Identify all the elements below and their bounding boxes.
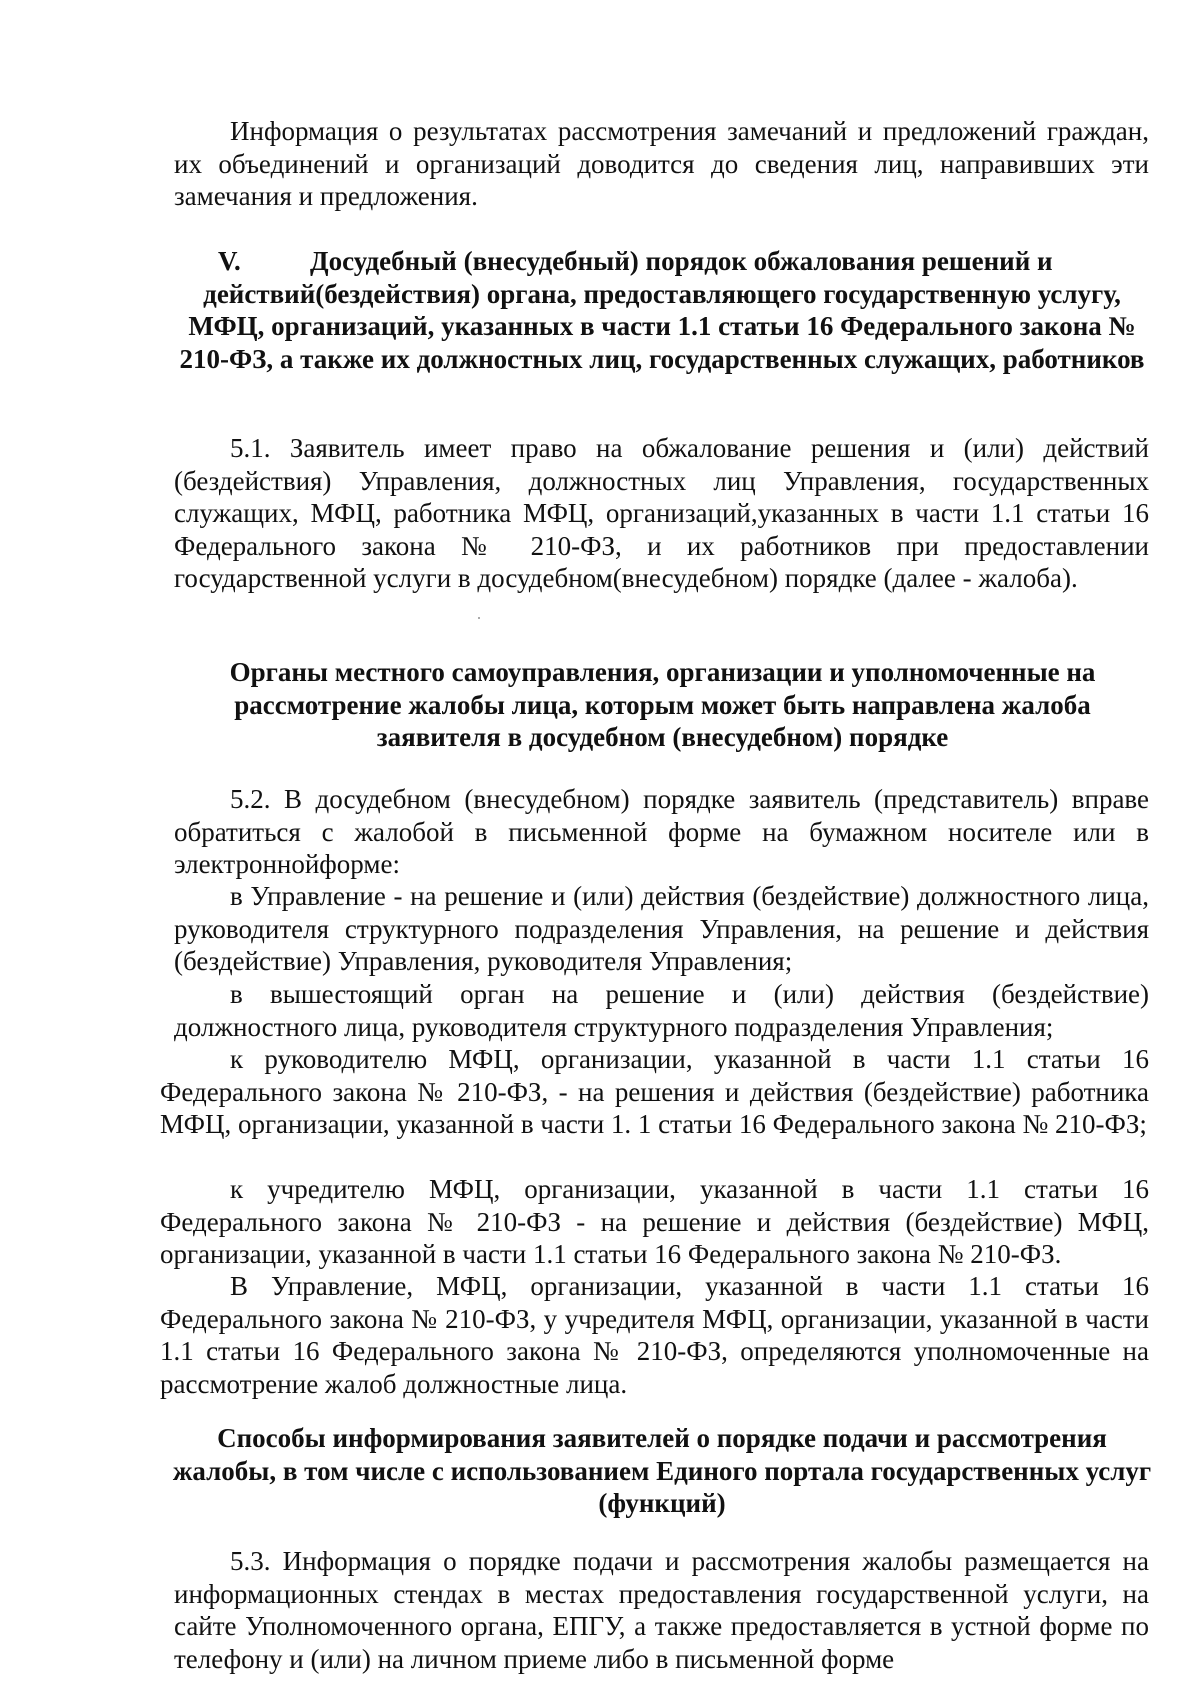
paragraph-5-2: 5.2. В досудебном (внесудебном) порядке заявитель (представитель) вправе обратиться с жалобой в письменной форме на бумажном носителе или в электроннойформе: bbox=[174, 784, 1149, 879]
section-v-first-line bbox=[172, 245, 1152, 278]
intro-paragraph: Информация о результатах рассмотрения замечаний и предложений граждан, их объединений и организаций доводится до сведения лиц, направивших эти замечания и предложения. bbox=[174, 116, 1149, 211]
paragraph-5-3: 5.3. Информация о порядке подачи и рассмотрения жалобы размещается на информационных стендах в местах предоставления государственной услуги, на сайте Уполномоченного органа, ЕПГУ, а также предоставляется в устной форме по телефону и (или) на личном приеме либо в письменной форме bbox=[174, 1546, 1149, 1674]
section-title-first-line: Досудебный (внесудебный) порядок обжалования решений и bbox=[310, 246, 1053, 276]
item-mfc-founder: к учредителю МФЦ, организации, указанной в части 1.1 статьи 16 Федерального закона № 210-ФЗ - на решение и действия (бездействие) МФЦ, организации, указанной в части 1.1 статьи 16 Федерального закона № 210-ФЗ. bbox=[160, 1174, 1149, 1269]
section-title-rest: действий(бездействия) органа, предоставляющего государственную услугу, МФЦ, организаций, указанных в части 1.1 статьи 16 Федерального закона № 210-ФЗ, а также их должностных лиц, государственных служащих, работников bbox=[179, 278, 1145, 374]
paragraph-5-1: 5.1. Заявитель имеет право на обжалование решения и (или) действий (бездействия) Управления, должностных лиц Управления, государственных служащих, МФЦ, работника МФЦ, организаций,указанных в части 1.1 статьи 16 Федерального закона № 210-ФЗ, и их работников при предоставлении государственной услуги в досудебном(внесудебном) порядке (далее - жалоба). bbox=[174, 433, 1149, 593]
section-v-heading bbox=[172, 245, 1152, 375]
heading-informing-methods: Способы информирования заявителей о порядке подачи и рассмотрения жалобы, в том числе с использованием Единого портала государственных услуг (функций) bbox=[172, 1423, 1152, 1518]
section-number: V. bbox=[218, 246, 241, 276]
item-management: в Управление - на решение и (или) действия (бездействие) должностного лица, руководителя структурного подразделения Управления, на решение и действия (бездействие) Управления, руководителя Управления; bbox=[174, 881, 1149, 976]
item-mfc-head: к руководителю МФЦ, организации, указанной в части 1.1 статьи 16 Федерального закона № 210-ФЗ, - на решения и действия (бездействие) работника МФЦ, организации, указанной в части 1. 1 статьи 16 Федерального закона № 210-ФЗ; bbox=[160, 1044, 1149, 1139]
heading-complaint-bodies: Органы местного самоуправления, организации и уполномоченные на рассмотрение жалобы лица, которым может быть направлена жалоба заявителя в досудебном (внесудебном) порядке bbox=[229, 657, 1096, 752]
item-higher-body: в вышестоящий орган на решение и (или) действия (бездействие) должностного лица, руководителя структурного подразделения Управления; bbox=[174, 979, 1149, 1042]
scan-speck bbox=[478, 617, 480, 619]
item-authorized-officials: В Управление, МФЦ, организации, указанной в части 1.1 статьи 16 Федерального закона № 210-ФЗ, у учредителя МФЦ, организации, указанной в части 1.1 статьи 16 Федерального закона № 210-ФЗ, определяются уполномоченные на рассмотрение жалоб должностные лица. bbox=[160, 1271, 1149, 1399]
